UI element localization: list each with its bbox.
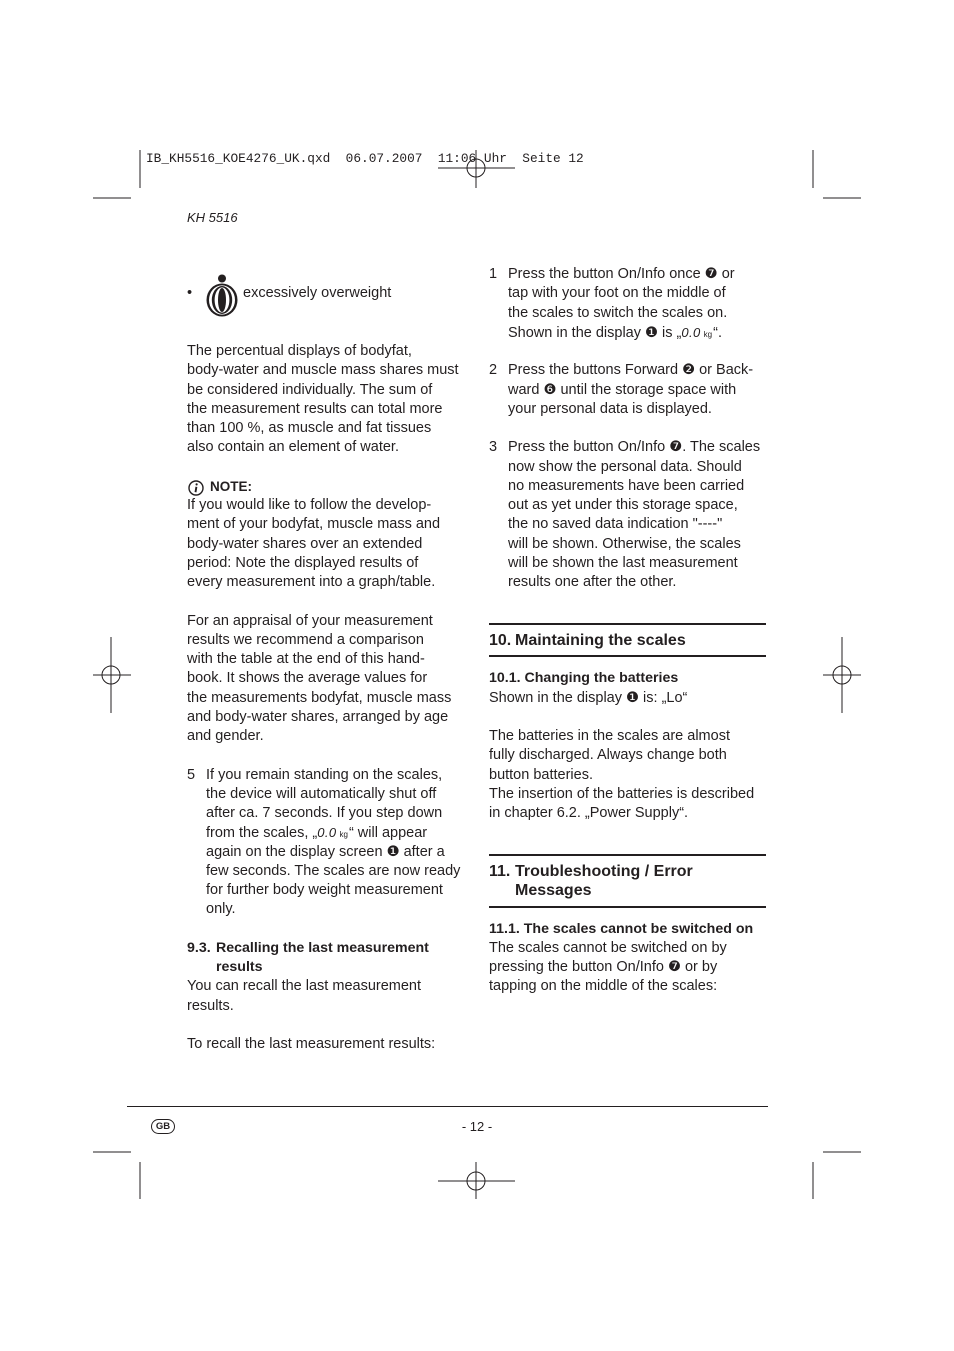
text-line: results we recommend a comparison	[187, 631, 424, 648]
page-number: - 12 -	[461, 1119, 493, 1134]
text-line: ward ❻ until the storage space with	[508, 381, 737, 398]
section-rule	[489, 854, 766, 855]
section-number: 11.	[489, 862, 511, 880]
section-number: 10.	[489, 631, 512, 649]
running-head: KH 5516	[187, 210, 238, 225]
text-line: now show the personal data. Should	[508, 458, 742, 475]
step-body	[206, 766, 469, 920]
title-line: Messages	[515, 882, 592, 900]
text-line: pressing the button On/Info ❼ or by	[489, 959, 718, 976]
text-line	[206, 823, 469, 842]
section-title	[515, 862, 693, 901]
text-line: the measurements bodyfat, muscle mass	[187, 689, 452, 706]
right-column	[489, 265, 771, 997]
text-line: ment of your bodyfat, muscle mass and	[187, 516, 441, 533]
text-line: will be shown. Otherwise, the scales	[508, 535, 741, 552]
subsection-heading-10-1	[489, 669, 771, 688]
text-line: book. It shows the average values for	[187, 670, 428, 687]
title-line: results	[216, 959, 263, 976]
title-line: Recalling the last measurement	[216, 939, 429, 956]
bullet-item	[187, 284, 469, 303]
crop-mark-bottom-right	[813, 1152, 861, 1199]
text-line: the device will automatically shut off	[206, 785, 437, 802]
crop-mark-top-right	[813, 150, 861, 198]
text-line: Press the button On/Info ❼. The scales	[508, 439, 761, 456]
text-line: fully discharged. Always change both	[489, 747, 727, 764]
text-line: and gender.	[187, 728, 264, 745]
section-number: 9.3.	[187, 939, 211, 956]
print-slug: IB_KH5516_KOE4276_UK.qxd 06.07.2007 11:06 Uhr Seite 12	[146, 151, 584, 166]
section-rule	[489, 655, 766, 656]
text-line: You can recall the last measurement	[187, 978, 422, 995]
display-unit: kg	[703, 329, 713, 339]
bullet-marker: •	[187, 285, 193, 302]
text-line: body-water shares over an extended	[187, 535, 423, 552]
text-line: tap with your foot on the middle of	[508, 285, 726, 302]
step-number: 2	[489, 362, 498, 379]
registration-mark-right	[823, 637, 861, 713]
spacer	[187, 1016, 469, 1035]
section-title	[216, 939, 429, 978]
note-header	[187, 477, 469, 496]
registration-mark-bottom	[438, 1162, 515, 1199]
text-line: the measurement results can total more	[187, 400, 443, 417]
subsection-number: 11.1.	[489, 920, 520, 937]
numbered-step-5	[187, 766, 469, 920]
spacer	[489, 900, 771, 919]
text-line: every measurement into a graph/table.	[187, 574, 436, 591]
text-line: your personal data is displayed.	[508, 400, 712, 417]
text-line: after ca. 7 seconds. If you step down	[206, 805, 443, 822]
spacer	[489, 419, 771, 438]
text-line: results one after the other.	[508, 574, 677, 591]
text-line: Shown in the display ❶ is: „Lo“	[489, 689, 688, 706]
subsection-title: Changing the batteries	[524, 670, 679, 687]
text-line: out as yet under this storage space,	[508, 497, 738, 514]
display-value: 0.0	[681, 324, 701, 340]
left-column	[187, 265, 469, 1054]
section-rule	[489, 623, 766, 624]
spacer	[187, 746, 469, 765]
text-line: period: Note the displayed results of	[187, 554, 419, 571]
text-segment: “ will appear	[348, 825, 428, 842]
step-number: 1	[489, 266, 498, 283]
step-number: 3	[489, 439, 498, 456]
text-line: and body-water shares, arranged by age	[187, 708, 449, 725]
spacer	[187, 592, 469, 611]
spacer	[489, 823, 771, 862]
subsection-title: The scales cannot be switched on	[523, 920, 754, 937]
text-line: the no saved data indication "----"	[508, 516, 723, 533]
text-line: button batteries.	[489, 766, 593, 783]
paragraph-percentual-displays	[187, 342, 469, 458]
text-line: than 100 %, as muscle and fat tissues	[187, 420, 432, 437]
numbered-step-2	[489, 361, 771, 419]
text-line: be considered individually. The sum of	[187, 381, 433, 398]
text-line: The batteries in the scales are almost	[489, 728, 730, 745]
bullet-text: excessively overweight	[243, 285, 392, 302]
text-line: The scales cannot be switched on by	[489, 939, 727, 956]
text-line: The percentual displays of bodyfat,	[187, 343, 412, 360]
note-box	[187, 477, 469, 593]
display-unit: kg	[339, 830, 348, 840]
spacer	[489, 592, 771, 631]
text-line: for further body weight measurement	[206, 882, 443, 899]
text-line: If you remain standing on the scales,	[206, 766, 443, 783]
spacer	[489, 650, 771, 669]
step-number: 5	[187, 766, 196, 783]
step-body	[508, 438, 771, 592]
subsection-heading-11-1	[489, 920, 771, 939]
text-line: results.	[187, 997, 234, 1014]
display-value: 0.0	[317, 825, 337, 841]
section-heading-10	[489, 631, 771, 650]
text-line: few seconds. The scales are now ready	[206, 862, 461, 879]
overweight-figure-icon	[205, 274, 239, 318]
spacer	[187, 458, 469, 477]
numbered-step-3	[489, 438, 771, 592]
text-line: also contain an element of water.	[187, 439, 399, 456]
text-line	[508, 323, 771, 342]
title-line: Troubleshooting / Error	[515, 862, 693, 880]
text-line: in chapter 6.2. „Power Supply“.	[489, 805, 689, 822]
spacer	[489, 342, 771, 361]
text-segment: Shown in the display ❶ is „	[508, 324, 682, 341]
text-line: only.	[206, 901, 236, 918]
section-rule	[489, 906, 766, 907]
text-line: no measurements have been carried	[508, 477, 745, 494]
spacer	[489, 708, 771, 727]
text-line: will be shown the last measurement	[508, 554, 738, 571]
crop-mark-top-left	[93, 150, 140, 198]
text-line: Press the buttons Forward ❷ or Back-	[508, 362, 754, 379]
text-line: the scales to switch the scales on.	[508, 304, 728, 321]
crop-mark-bottom-left	[93, 1152, 140, 1199]
subsection-number: 10.1.	[489, 670, 521, 687]
section-heading-9-3	[187, 939, 469, 978]
spacer	[187, 920, 469, 939]
step-body	[508, 265, 771, 342]
section-title: Maintaining the scales	[515, 631, 686, 649]
note-label: NOTE:	[210, 478, 252, 494]
info-icon	[188, 480, 204, 496]
numbered-step-1	[489, 265, 771, 342]
text-line: For an appraisal of your measurement	[187, 612, 433, 629]
text-line: again on the display screen ❶ after a	[206, 843, 445, 860]
footer-rule	[127, 1106, 768, 1107]
text-line: with the table at the end of this hand-	[187, 651, 425, 668]
paragraph-batteries	[489, 727, 771, 823]
text-line: If you would like to follow the develop-	[187, 497, 432, 514]
section-heading-11	[489, 862, 771, 901]
paragraph-appraisal	[187, 612, 469, 747]
text-line: Press the button On/Info once ❼ or	[508, 266, 735, 283]
text-line: tapping on the middle of the scales:	[489, 978, 718, 995]
text-line: body-water and muscle mass shares must	[187, 362, 459, 379]
language-badge: GB	[151, 1119, 175, 1134]
text-segment: from the scales, „	[206, 825, 318, 842]
registration-mark-left	[93, 637, 131, 713]
text-line: To recall the last measurement results:	[187, 1036, 436, 1053]
text-segment: “.	[713, 324, 722, 341]
step-body	[508, 361, 771, 419]
text-line: The insertion of the batteries is described	[489, 785, 755, 802]
